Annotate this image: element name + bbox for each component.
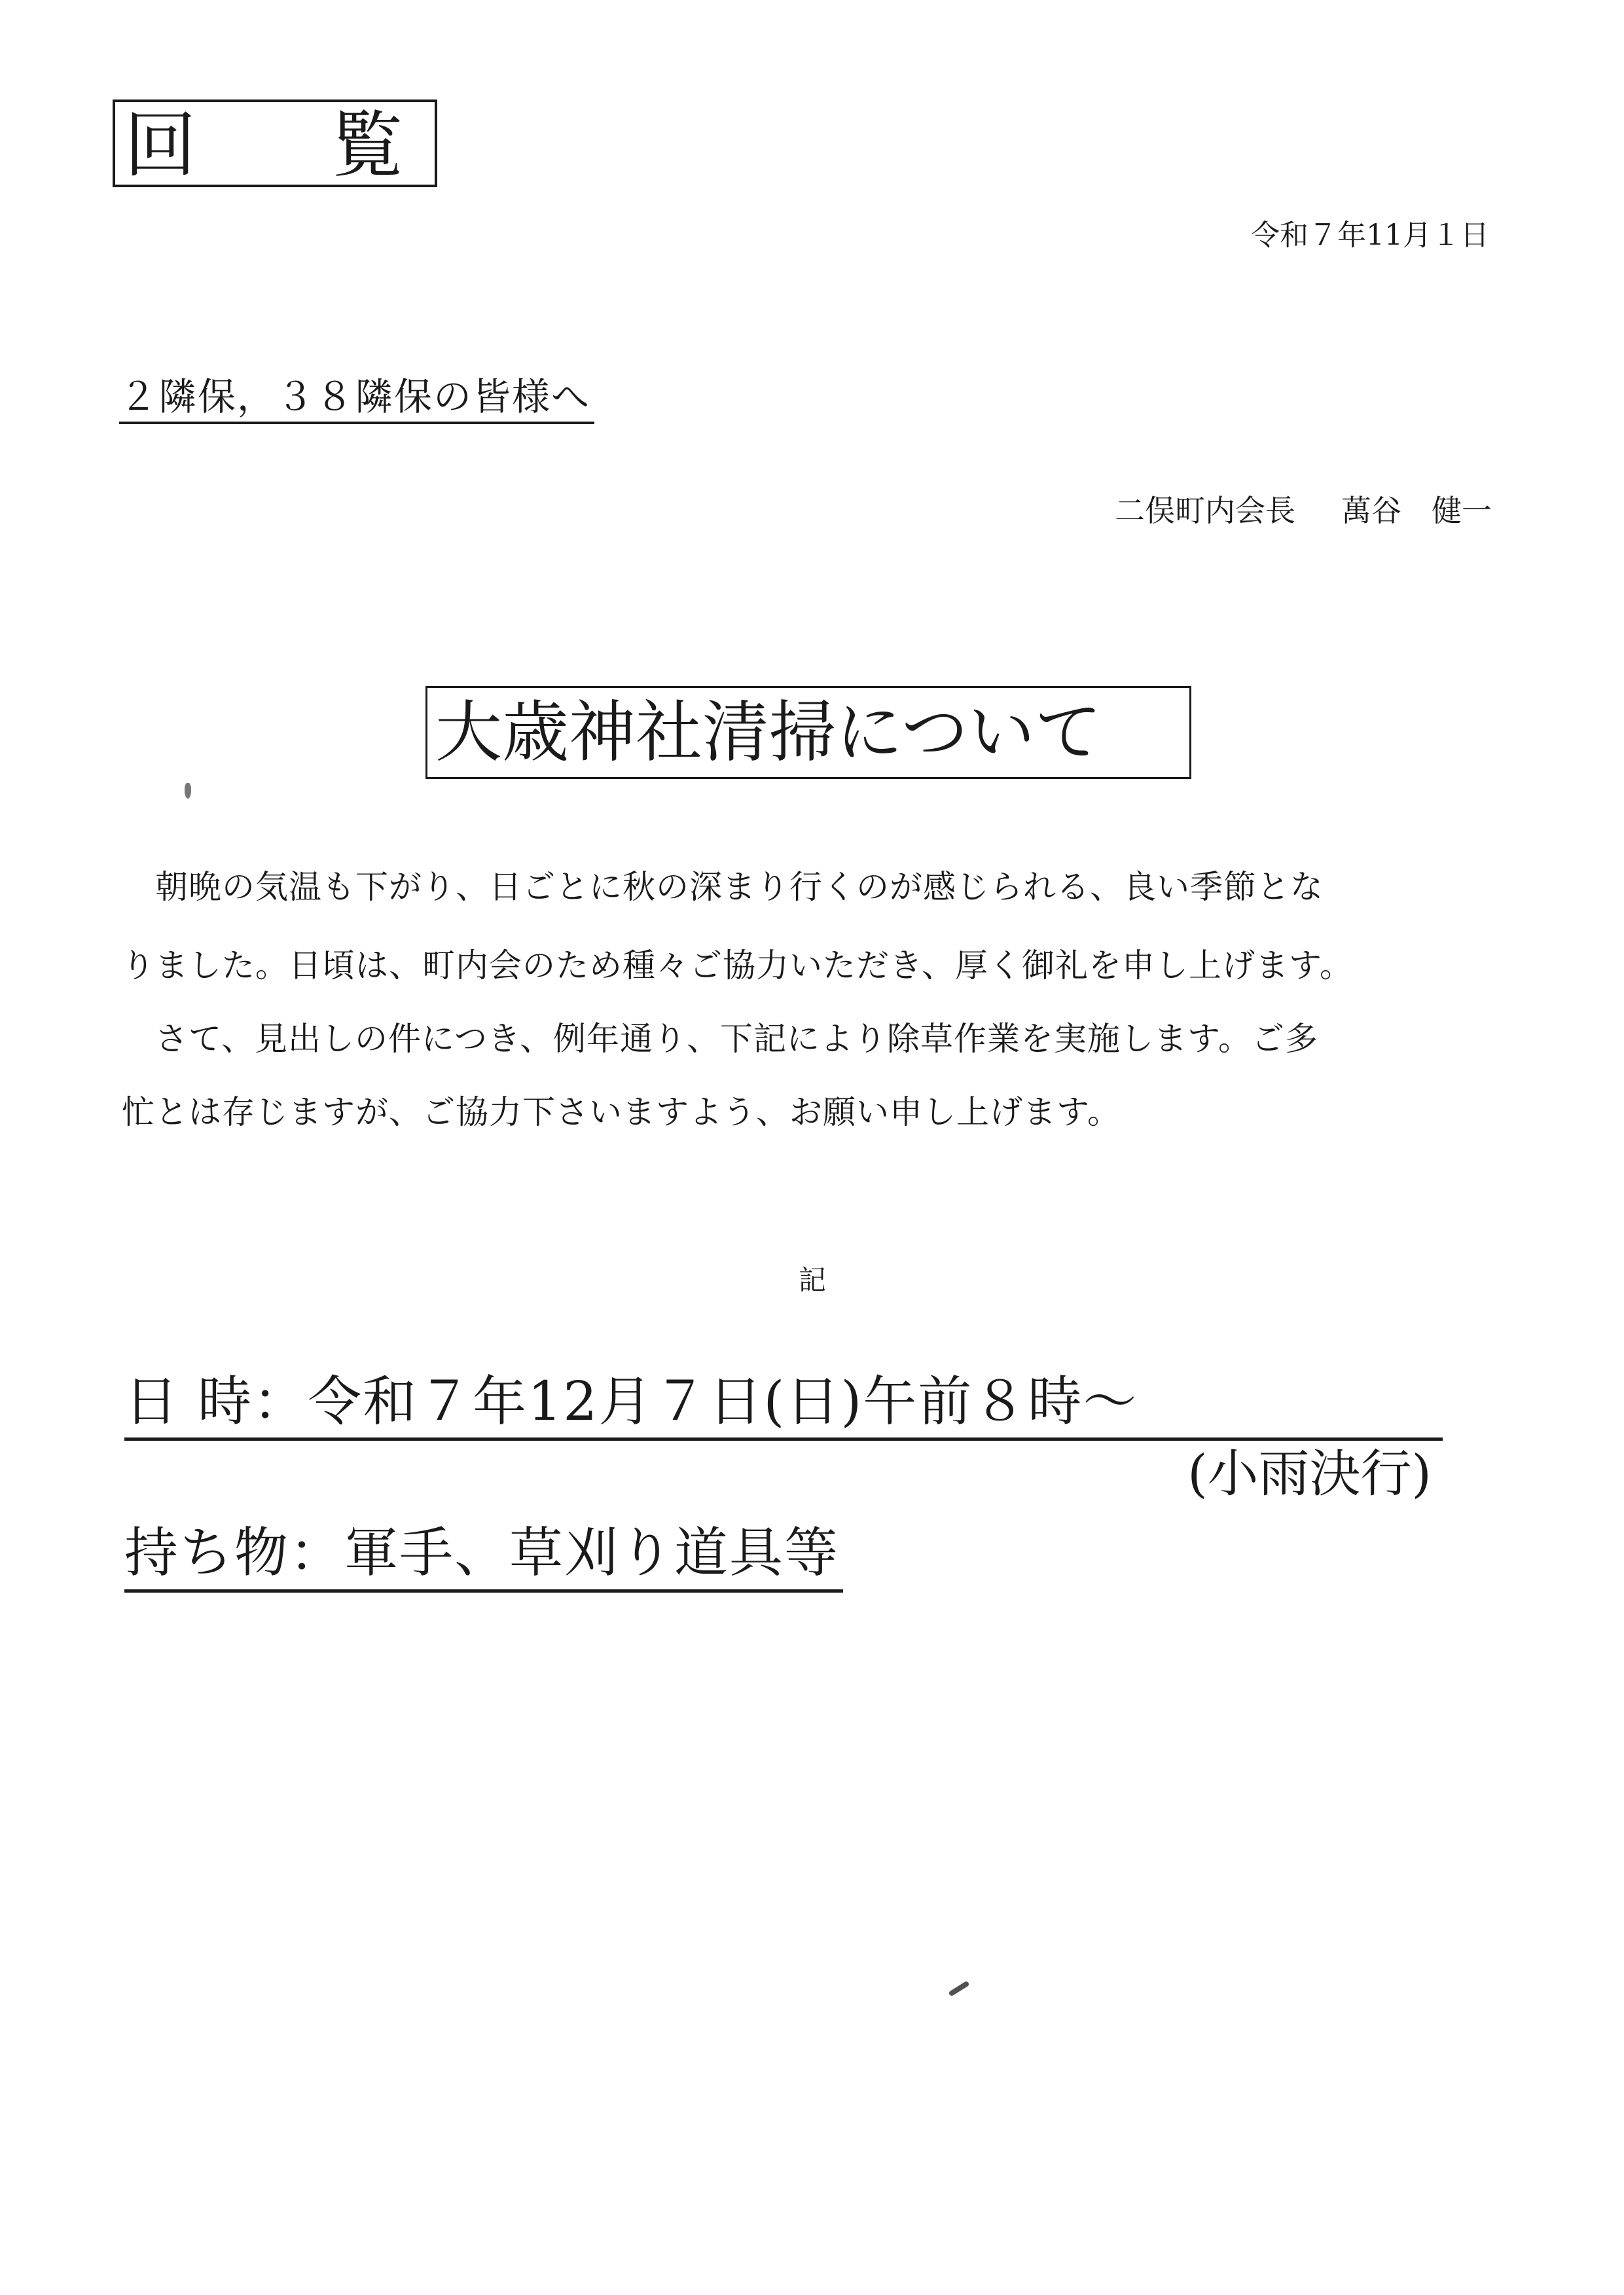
sender-surname: 萬谷 [1341,493,1401,528]
sender-title: 二俣町内会長 [1115,493,1295,528]
sender-given-name: 健一 [1432,493,1492,528]
addressee: ２隣保，３８隣保の皆様へ [119,372,594,424]
circulation-stamp [113,99,437,187]
scan-speck [185,783,191,799]
issue-date: 令和７年11月１日 [1251,219,1489,252]
notice-title-box [425,686,1191,779]
body-line-1: 朝晩の気温も下がり、日ごとに秋の深まり行くのが感じられる、良い季節とな [122,868,1324,906]
stamp-char-2: 覧 [331,103,403,187]
body-line-2: りました。日頃は、町内会のため種々ご協力いただき、厚く御礼を申し上げます。 [122,947,1353,985]
notice-title: 大歳神社清掃について [435,694,1102,772]
body-line-3: さて、見出しの件につき、例年通り、下記により除草作業を実施します。ご多 [122,1020,1318,1058]
rain-note: (小雨決行) [1187,1445,1432,1504]
sender [1115,490,1492,532]
event-datetime: 日 時：令和７年12月７日(日)午前８時～ [124,1367,1443,1441]
belongings: 持ち物：軍手、草刈り道具等 [124,1517,843,1593]
scan-mark [948,1981,969,1997]
body-line-4: 忙とは存じますが、ご協力下さいますよう、お願い申し上げます。 [122,1093,1121,1131]
ki-heading: 記 [799,1264,827,1296]
stamp-char-1: 回 [124,103,196,187]
